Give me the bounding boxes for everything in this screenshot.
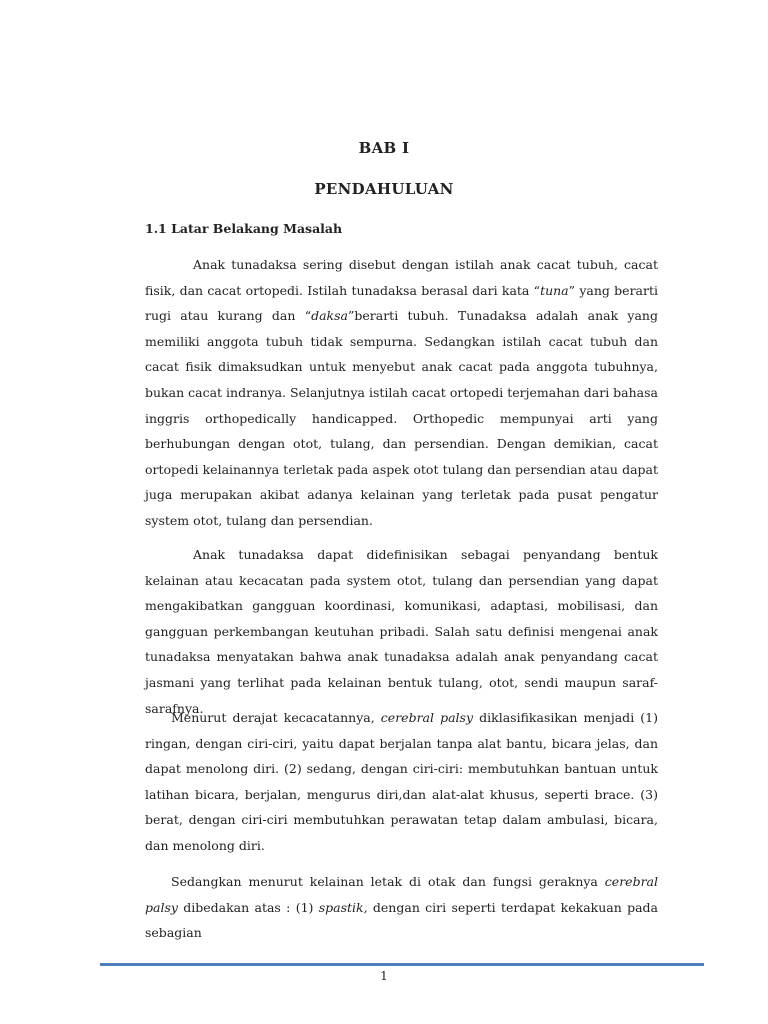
chapter-title: PENDAHULUAN [314,180,454,198]
paragraph-1-text-e: ”berarti tubuh. Tunadaksa adalah anak yang memiliki anggota tubuh tidak sempurna. Sedangkan istilah cacat tubuh dan cacat fisik dimaksudkan untuk menyebut anak cacat pada anggota tubuhnya, bukan cacat indranya. Selanjutnya istilah cacat ortopedi terjemahan dari bahasa inggris orthopedically handicapped. Orthopedic mempunyai arti yang berhubungan dengan otot, tulang, dan persendian. Dengan demikian, cacat ortopedi kelainannya terletak pada aspek otot tulang dan persendian atau dapat juga merupakan akibat adanya kelainan yang terletak pada pusat pengatur system otot, tulang dan persendian. [145,308,658,528]
paragraph-4-text-a: Sedangkan menurut kelainan letak di otak dan fungsi geraknya [171,874,605,889]
paragraph-1-text-c: ” yang berarti rugi atau kurang dan “ [145,282,658,324]
paragraph-4-text-e: dengan ciri seperti terdapat kekakuan pada sebagian [145,899,659,941]
term-tuna: tuna [540,282,569,298]
paragraph-2-text: Anak tunadaksa dapat didefinisikan sebagai penyandang bentuk kelainan atau kecacatan pada system otot, tulang dan persendian yang dapat mengakibatkan gangguan koordinasi, komunikasi, adaptasi, mobilisasi, dan gangguan perkembangan keutuhan pribadi. Salah satu definisi mengenai anak tunadaksa menyatakan bahwa anak tunadaksa adalah anak penyandang cacat jasmani yang terlihat pada kelainan bentuk tulang, otot, sendi maupun saraf-sarafnya. [145,547,658,716]
chapter-number: BAB I [358,139,410,157]
term-cerebral-palsy: cerebral palsy [380,710,474,725]
section-heading: 1.1 Latar Belakang Masalah [145,221,343,236]
term-daksa: daksa [311,308,348,324]
paragraph-4 [145,869,658,946]
page-number: 1 [380,969,388,983]
paragraph-2 [145,542,658,721]
paragraph-1-text-a: Anak tunadaksa sering disebut dengan istilah anak cacat tubuh, cacat fisik, dan cacat ortopedi. Istilah tunadaksa berasal dari kata “ [145,257,658,298]
footer-rule [100,963,704,966]
paragraph-3-text-c: diklasifikasikan menjadi (1) ringan, dengan ciri-ciri, yaitu dapat berjalan tanpa alat bantu, bicara jelas, dan dapat menolong diri. (2) sedang, dengan ciri-ciri: membutuhkan bantuan untuk latihan bicara, berjalan, mengurus diri,dan alat-alat khusus, seperti brace. (3) berat, dengan ciri-ciri membutuhkan perawatan tetap dalam ambulasi, bicara, dan menolong diri. [145,710,659,853]
paragraph-3-text-a: Menurut derajat kecacatannya, [171,710,381,725]
paragraph-3 [145,705,658,859]
paragraph-1 [145,252,658,534]
term-spastik: spastik, [318,899,368,915]
term-cerebral-palsy: cerebral palsy [145,874,658,915]
paragraph-4-text-c: dibedakan atas : (1) [177,899,319,915]
